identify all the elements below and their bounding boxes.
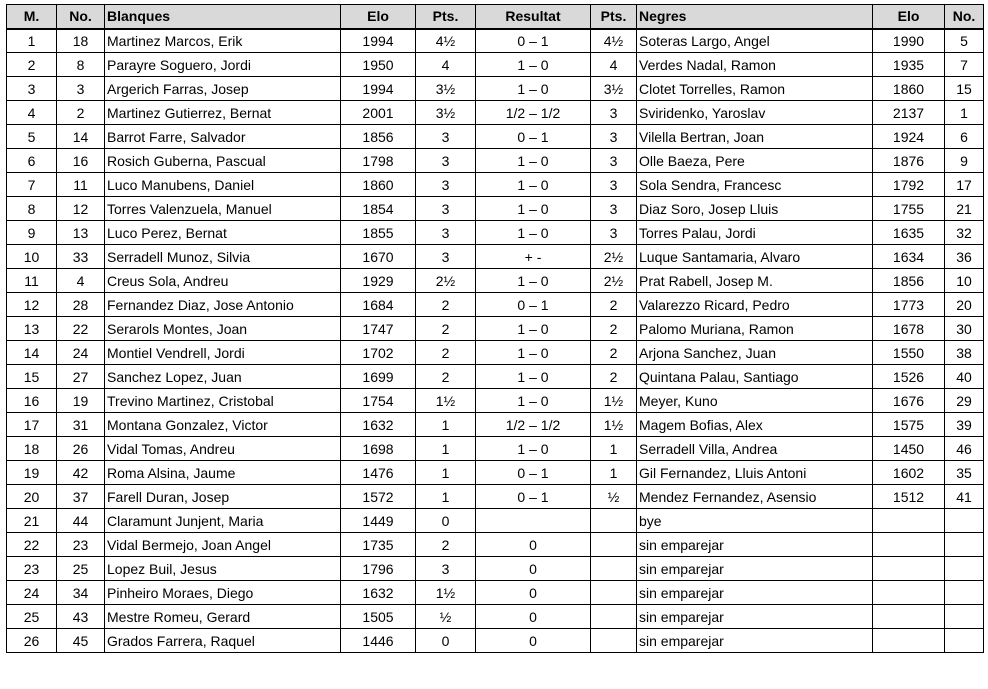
table-row <box>7 29 984 53</box>
header-result: Resultat <box>476 5 591 29</box>
black-player-cell: Soteras Largo, Angel <box>637 29 873 53</box>
result-cell: 1 – 0 <box>476 437 591 461</box>
white-points-cell: 3 <box>416 149 476 173</box>
board-number-cell: 17 <box>7 413 57 437</box>
black-player-cell: sin emparejar <box>637 629 873 653</box>
black-elo-cell: 1550 <box>873 341 945 365</box>
result-cell: 1/2 – 1/2 <box>476 101 591 125</box>
black-points-cell: 1½ <box>591 389 637 413</box>
white-number-cell: 12 <box>57 197 105 221</box>
white-points-cell: 3 <box>416 557 476 581</box>
black-elo-cell: 1512 <box>873 485 945 509</box>
board-number-cell: 18 <box>7 437 57 461</box>
black-points-cell: 2 <box>591 341 637 365</box>
white-player-cell: Montana Gonzalez, Victor <box>105 413 341 437</box>
white-player-cell: Luco Perez, Bernat <box>105 221 341 245</box>
result-cell: 1 – 0 <box>476 197 591 221</box>
table-row <box>7 485 984 509</box>
pairings-table <box>6 4 984 653</box>
table-row <box>7 173 984 197</box>
white-points-cell: 4½ <box>416 29 476 53</box>
white-elo-cell: 1505 <box>341 605 416 629</box>
white-number-cell: 19 <box>57 389 105 413</box>
black-number-cell: 20 <box>945 293 984 317</box>
result-cell: 0 <box>476 605 591 629</box>
board-number-cell: 15 <box>7 365 57 389</box>
black-elo-cell: 1935 <box>873 53 945 77</box>
black-points-cell: 4 <box>591 53 637 77</box>
black-elo-cell: 1924 <box>873 125 945 149</box>
white-elo-cell: 1449 <box>341 509 416 533</box>
table-row <box>7 149 984 173</box>
result-cell: 1 – 0 <box>476 53 591 77</box>
white-elo-cell: 1699 <box>341 365 416 389</box>
white-points-cell: 1½ <box>416 389 476 413</box>
black-elo-cell: 1450 <box>873 437 945 461</box>
result-cell: + - <box>476 245 591 269</box>
black-number-cell: 10 <box>945 269 984 293</box>
white-points-cell: 3 <box>416 125 476 149</box>
black-elo-cell: 1635 <box>873 221 945 245</box>
result-cell: 1 – 0 <box>476 269 591 293</box>
table-row <box>7 605 984 629</box>
black-elo-cell: 1876 <box>873 149 945 173</box>
black-number-cell: 32 <box>945 221 984 245</box>
white-points-cell: 3½ <box>416 77 476 101</box>
result-cell: 1 – 0 <box>476 389 591 413</box>
table-row <box>7 389 984 413</box>
white-elo-cell: 1476 <box>341 461 416 485</box>
white-player-cell: Vidal Tomas, Andreu <box>105 437 341 461</box>
black-elo-cell: 1860 <box>873 77 945 101</box>
white-points-cell: 2 <box>416 533 476 557</box>
black-number-cell <box>945 581 984 605</box>
black-player-cell: Olle Baeza, Pere <box>637 149 873 173</box>
black-player-cell: Valarezzo Ricard, Pedro <box>637 293 873 317</box>
black-number-cell: 5 <box>945 29 984 53</box>
black-player-cell: Palomo Muriana, Ramon <box>637 317 873 341</box>
black-elo-cell <box>873 509 945 533</box>
black-player-cell: Verdes Nadal, Ramon <box>637 53 873 77</box>
white-number-cell: 27 <box>57 365 105 389</box>
result-cell: 0 <box>476 533 591 557</box>
board-number-cell: 6 <box>7 149 57 173</box>
black-number-cell: 41 <box>945 485 984 509</box>
board-number-cell: 26 <box>7 629 57 653</box>
white-points-cell: 2 <box>416 341 476 365</box>
table-row <box>7 125 984 149</box>
result-cell: 1 – 0 <box>476 317 591 341</box>
white-number-cell: 3 <box>57 77 105 101</box>
black-points-cell: 2 <box>591 365 637 389</box>
white-number-cell: 16 <box>57 149 105 173</box>
table-row <box>7 101 984 125</box>
white-number-cell: 24 <box>57 341 105 365</box>
black-points-cell <box>591 557 637 581</box>
white-number-cell: 18 <box>57 29 105 53</box>
white-number-cell: 44 <box>57 509 105 533</box>
black-points-cell: 2 <box>591 293 637 317</box>
black-elo-cell: 1602 <box>873 461 945 485</box>
white-player-cell: Grados Farrera, Raquel <box>105 629 341 653</box>
black-number-cell: 15 <box>945 77 984 101</box>
black-elo-cell: 1792 <box>873 173 945 197</box>
black-points-cell: 2½ <box>591 269 637 293</box>
black-elo-cell: 1526 <box>873 365 945 389</box>
white-player-cell: Sanchez Lopez, Juan <box>105 365 341 389</box>
header-board: M. <box>7 5 57 29</box>
black-points-cell <box>591 629 637 653</box>
board-number-cell: 24 <box>7 581 57 605</box>
white-elo-cell: 1572 <box>341 485 416 509</box>
black-player-cell: sin emparejar <box>637 533 873 557</box>
black-elo-cell: 1634 <box>873 245 945 269</box>
white-number-cell: 42 <box>57 461 105 485</box>
white-number-cell: 25 <box>57 557 105 581</box>
black-player-cell: Prat Rabell, Josep M. <box>637 269 873 293</box>
white-points-cell: 1 <box>416 413 476 437</box>
black-number-cell: 17 <box>945 173 984 197</box>
black-number-cell: 46 <box>945 437 984 461</box>
result-cell: 0 – 1 <box>476 293 591 317</box>
black-elo-cell: 1990 <box>873 29 945 53</box>
result-cell: 1 – 0 <box>476 77 591 101</box>
white-elo-cell: 1994 <box>341 77 416 101</box>
white-number-cell: 28 <box>57 293 105 317</box>
black-player-cell: Mendez Fernandez, Asensio <box>637 485 873 509</box>
black-elo-cell <box>873 581 945 605</box>
board-number-cell: 13 <box>7 317 57 341</box>
black-player-cell: Magem Bofias, Alex <box>637 413 873 437</box>
white-elo-cell: 1855 <box>341 221 416 245</box>
white-elo-cell: 1747 <box>341 317 416 341</box>
header-row <box>7 5 984 29</box>
black-player-cell: Torres Palau, Jordi <box>637 221 873 245</box>
table-row <box>7 629 984 653</box>
white-player-cell: Parayre Soguero, Jordi <box>105 53 341 77</box>
white-number-cell: 14 <box>57 125 105 149</box>
black-player-cell: Sola Sendra, Francesc <box>637 173 873 197</box>
white-points-cell: 2½ <box>416 269 476 293</box>
white-points-cell: 3½ <box>416 101 476 125</box>
result-cell: 0 <box>476 581 591 605</box>
board-number-cell: 14 <box>7 341 57 365</box>
table-row <box>7 437 984 461</box>
board-number-cell: 16 <box>7 389 57 413</box>
white-number-cell: 13 <box>57 221 105 245</box>
white-elo-cell: 1670 <box>341 245 416 269</box>
header-white-player: Blanques <box>105 5 341 29</box>
white-points-cell: 1 <box>416 437 476 461</box>
black-player-cell: Sviridenko, Yaroslav <box>637 101 873 125</box>
white-player-cell: Fernandez Diaz, Jose Antonio <box>105 293 341 317</box>
board-number-cell: 11 <box>7 269 57 293</box>
black-player-cell: Diaz Soro, Josep Lluis <box>637 197 873 221</box>
black-number-cell: 6 <box>945 125 984 149</box>
black-points-cell: 3 <box>591 101 637 125</box>
white-player-cell: Martinez Gutierrez, Bernat <box>105 101 341 125</box>
result-cell: 1 – 0 <box>476 221 591 245</box>
black-player-cell: Vilella Bertran, Joan <box>637 125 873 149</box>
black-player-cell: Gil Fernandez, Lluis Antoni <box>637 461 873 485</box>
black-elo-cell: 1678 <box>873 317 945 341</box>
header-white-points: Pts. <box>416 5 476 29</box>
black-number-cell: 1 <box>945 101 984 125</box>
black-player-cell: sin emparejar <box>637 581 873 605</box>
table-row <box>7 269 984 293</box>
black-points-cell <box>591 605 637 629</box>
white-points-cell: 3 <box>416 197 476 221</box>
black-elo-cell <box>873 629 945 653</box>
black-elo-cell: 1755 <box>873 197 945 221</box>
black-points-cell <box>591 509 637 533</box>
white-player-cell: Farell Duran, Josep <box>105 485 341 509</box>
result-cell: 0 – 1 <box>476 125 591 149</box>
black-player-cell: sin emparejar <box>637 605 873 629</box>
white-elo-cell: 1446 <box>341 629 416 653</box>
header-black-number: No. <box>945 5 984 29</box>
board-number-cell: 21 <box>7 509 57 533</box>
black-points-cell: 3 <box>591 197 637 221</box>
table-row <box>7 581 984 605</box>
board-number-cell: 22 <box>7 533 57 557</box>
white-points-cell: 2 <box>416 365 476 389</box>
pairings-body <box>7 29 984 653</box>
black-number-cell: 29 <box>945 389 984 413</box>
white-player-cell: Creus Sola, Andreu <box>105 269 341 293</box>
black-number-cell <box>945 557 984 581</box>
table-row <box>7 197 984 221</box>
black-player-cell: Quintana Palau, Santiago <box>637 365 873 389</box>
black-elo-cell: 2137 <box>873 101 945 125</box>
white-elo-cell: 1950 <box>341 53 416 77</box>
white-elo-cell: 1860 <box>341 173 416 197</box>
black-elo-cell <box>873 533 945 557</box>
white-elo-cell: 1632 <box>341 581 416 605</box>
black-number-cell: 38 <box>945 341 984 365</box>
white-number-cell: 22 <box>57 317 105 341</box>
table-row <box>7 461 984 485</box>
black-player-cell: Luque Santamaria, Alvaro <box>637 245 873 269</box>
white-number-cell: 33 <box>57 245 105 269</box>
board-number-cell: 2 <box>7 53 57 77</box>
white-elo-cell: 2001 <box>341 101 416 125</box>
result-cell: 1 – 0 <box>476 365 591 389</box>
white-number-cell: 31 <box>57 413 105 437</box>
white-player-cell: Serarols Montes, Joan <box>105 317 341 341</box>
black-number-cell: 36 <box>945 245 984 269</box>
board-number-cell: 5 <box>7 125 57 149</box>
result-cell <box>476 509 591 533</box>
white-elo-cell: 1632 <box>341 413 416 437</box>
black-number-cell: 9 <box>945 149 984 173</box>
black-player-cell: Clotet Torrelles, Ramon <box>637 77 873 101</box>
white-number-cell: 4 <box>57 269 105 293</box>
black-points-cell: 2 <box>591 317 637 341</box>
white-player-cell: Barrot Farre, Salvador <box>105 125 341 149</box>
black-elo-cell <box>873 605 945 629</box>
black-player-cell: sin emparejar <box>637 557 873 581</box>
black-points-cell: 3 <box>591 173 637 197</box>
header-white-elo: Elo <box>341 5 416 29</box>
black-number-cell: 30 <box>945 317 984 341</box>
black-number-cell: 39 <box>945 413 984 437</box>
board-number-cell: 8 <box>7 197 57 221</box>
black-points-cell: 3½ <box>591 77 637 101</box>
board-number-cell: 23 <box>7 557 57 581</box>
header-black-points: Pts. <box>591 5 637 29</box>
white-elo-cell: 1929 <box>341 269 416 293</box>
white-player-cell: Luco Manubens, Daniel <box>105 173 341 197</box>
table-row <box>7 293 984 317</box>
white-player-cell: Vidal Bermejo, Joan Angel <box>105 533 341 557</box>
white-number-cell: 37 <box>57 485 105 509</box>
black-number-cell: 21 <box>945 197 984 221</box>
white-number-cell: 43 <box>57 605 105 629</box>
result-cell: 1 – 0 <box>476 173 591 197</box>
white-number-cell: 2 <box>57 101 105 125</box>
black-number-cell <box>945 629 984 653</box>
white-player-cell: Lopez Buil, Jesus <box>105 557 341 581</box>
white-number-cell: 8 <box>57 53 105 77</box>
white-points-cell: 3 <box>416 173 476 197</box>
white-player-cell: Roma Alsina, Jaume <box>105 461 341 485</box>
white-elo-cell: 1698 <box>341 437 416 461</box>
white-number-cell: 23 <box>57 533 105 557</box>
white-player-cell: Martinez Marcos, Erik <box>105 29 341 53</box>
black-points-cell: 1 <box>591 437 637 461</box>
white-points-cell: 1 <box>416 461 476 485</box>
white-number-cell: 26 <box>57 437 105 461</box>
black-elo-cell: 1676 <box>873 389 945 413</box>
white-points-cell: 3 <box>416 221 476 245</box>
result-cell: 0 <box>476 629 591 653</box>
black-points-cell: 3 <box>591 221 637 245</box>
board-number-cell: 4 <box>7 101 57 125</box>
table-row <box>7 317 984 341</box>
black-points-cell: 1½ <box>591 413 637 437</box>
black-points-cell: 4½ <box>591 29 637 53</box>
black-points-cell: 3 <box>591 125 637 149</box>
board-number-cell: 20 <box>7 485 57 509</box>
header-black-player: Negres <box>637 5 873 29</box>
black-points-cell: 3 <box>591 149 637 173</box>
white-elo-cell: 1735 <box>341 533 416 557</box>
black-number-cell <box>945 605 984 629</box>
white-number-cell: 11 <box>57 173 105 197</box>
table-row <box>7 77 984 101</box>
white-points-cell: 0 <box>416 629 476 653</box>
black-player-cell: Serradell Villa, Andrea <box>637 437 873 461</box>
white-player-cell: Trevino Martinez, Cristobal <box>105 389 341 413</box>
black-number-cell: 35 <box>945 461 984 485</box>
white-player-cell: Pinheiro Moraes, Diego <box>105 581 341 605</box>
board-number-cell: 1 <box>7 29 57 53</box>
white-number-cell: 34 <box>57 581 105 605</box>
white-player-cell: Mestre Romeu, Gerard <box>105 605 341 629</box>
black-player-cell: Arjona Sanchez, Juan <box>637 341 873 365</box>
table-row <box>7 365 984 389</box>
black-number-cell <box>945 509 984 533</box>
white-number-cell: 45 <box>57 629 105 653</box>
white-player-cell: Torres Valenzuela, Manuel <box>105 197 341 221</box>
table-row <box>7 509 984 533</box>
result-cell: 0 <box>476 557 591 581</box>
white-points-cell: 4 <box>416 53 476 77</box>
white-points-cell: ½ <box>416 605 476 629</box>
table-row <box>7 221 984 245</box>
black-number-cell: 40 <box>945 365 984 389</box>
result-cell: 0 – 1 <box>476 29 591 53</box>
black-player-cell: bye <box>637 509 873 533</box>
result-cell: 1/2 – 1/2 <box>476 413 591 437</box>
white-elo-cell: 1994 <box>341 29 416 53</box>
board-number-cell: 10 <box>7 245 57 269</box>
black-points-cell <box>591 581 637 605</box>
header-white-number: No. <box>57 5 105 29</box>
black-elo-cell: 1856 <box>873 269 945 293</box>
result-cell: 1 – 0 <box>476 149 591 173</box>
table-row <box>7 557 984 581</box>
white-points-cell: 2 <box>416 317 476 341</box>
table-row <box>7 245 984 269</box>
table-row <box>7 53 984 77</box>
table-row <box>7 413 984 437</box>
header-black-elo: Elo <box>873 5 945 29</box>
board-number-cell: 9 <box>7 221 57 245</box>
white-points-cell: 3 <box>416 245 476 269</box>
result-cell: 0 – 1 <box>476 461 591 485</box>
black-points-cell: 1 <box>591 461 637 485</box>
white-elo-cell: 1856 <box>341 125 416 149</box>
white-elo-cell: 1702 <box>341 341 416 365</box>
white-elo-cell: 1854 <box>341 197 416 221</box>
black-player-cell: Meyer, Kuno <box>637 389 873 413</box>
white-points-cell: 2 <box>416 293 476 317</box>
board-number-cell: 3 <box>7 77 57 101</box>
white-player-cell: Montiel Vendrell, Jordi <box>105 341 341 365</box>
table-row <box>7 533 984 557</box>
white-points-cell: 0 <box>416 509 476 533</box>
white-elo-cell: 1754 <box>341 389 416 413</box>
white-elo-cell: 1684 <box>341 293 416 317</box>
black-elo-cell <box>873 557 945 581</box>
white-player-cell: Rosich Guberna, Pascual <box>105 149 341 173</box>
white-player-cell: Serradell Munoz, Silvia <box>105 245 341 269</box>
table-row <box>7 341 984 365</box>
black-points-cell: 2½ <box>591 245 637 269</box>
board-number-cell: 12 <box>7 293 57 317</box>
black-elo-cell: 1575 <box>873 413 945 437</box>
white-elo-cell: 1798 <box>341 149 416 173</box>
white-player-cell: Claramunt Junjent, Maria <box>105 509 341 533</box>
black-points-cell <box>591 533 637 557</box>
black-number-cell <box>945 533 984 557</box>
board-number-cell: 19 <box>7 461 57 485</box>
black-points-cell: ½ <box>591 485 637 509</box>
board-number-cell: 7 <box>7 173 57 197</box>
result-cell: 0 – 1 <box>476 485 591 509</box>
black-number-cell: 7 <box>945 53 984 77</box>
black-elo-cell: 1773 <box>873 293 945 317</box>
white-points-cell: 1½ <box>416 581 476 605</box>
white-elo-cell: 1796 <box>341 557 416 581</box>
board-number-cell: 25 <box>7 605 57 629</box>
white-player-cell: Argerich Farras, Josep <box>105 77 341 101</box>
white-points-cell: 1 <box>416 485 476 509</box>
result-cell: 1 – 0 <box>476 341 591 365</box>
